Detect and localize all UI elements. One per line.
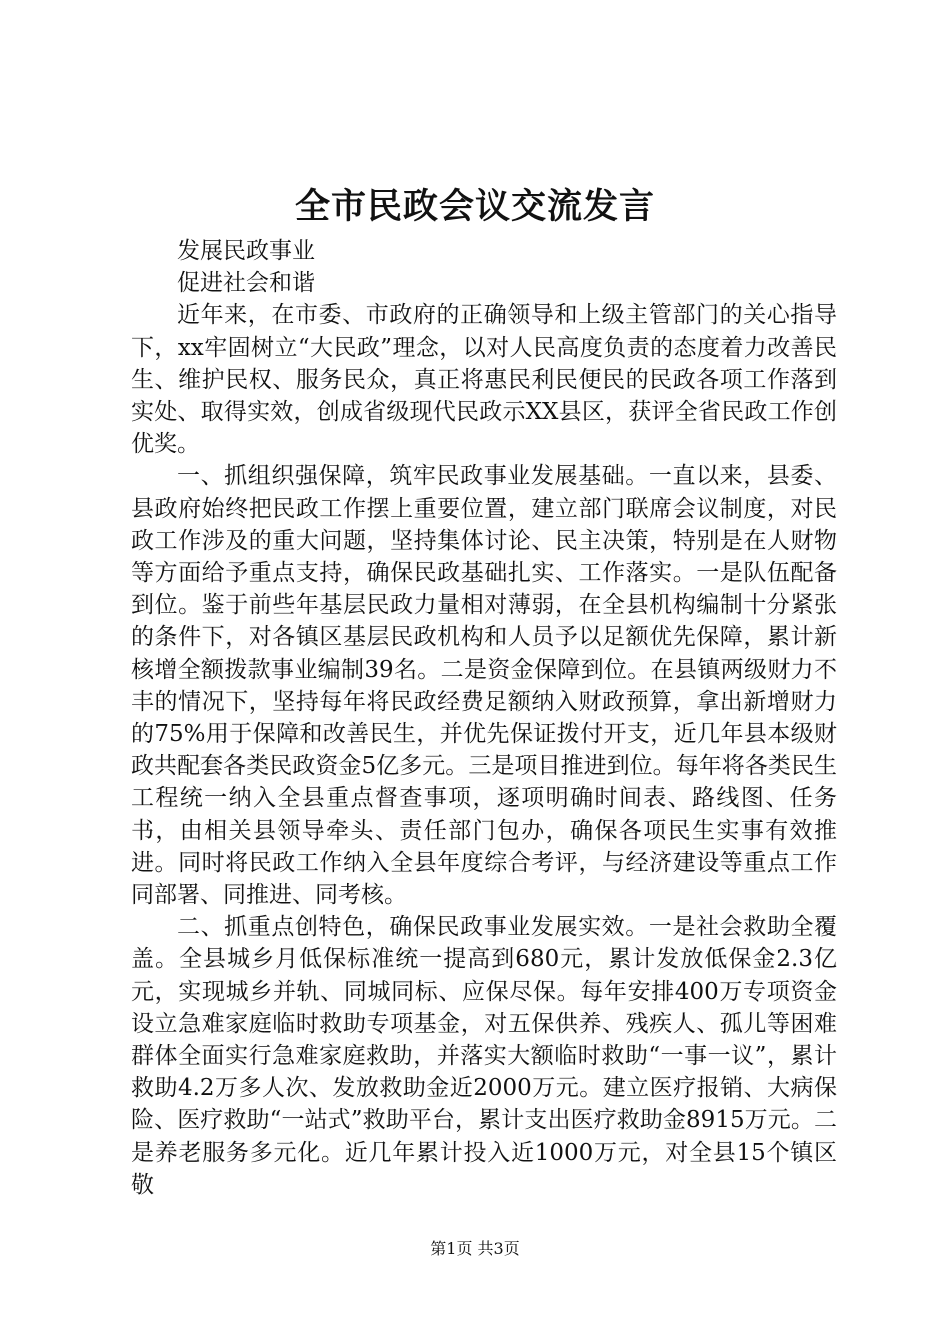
subtitle-line-2: 促进社会和谐 [177, 270, 315, 297]
page-number-footer: 第1页 共3页 [430, 1239, 520, 1258]
section-two-paragraph: 二、抓重点创特色，确保民政事业发展实效。一是社会救助全覆盖。全县城乡月低保标准统一提高到680元，累计发放低保金2.3亿元，实现城乡并轨、同城同标、应保尽保。每年安排400万专项资金设立急难家庭临时救助专项基金，对五保供养、残疾人、孤儿等困难群体全面实行急难家庭救助，并落实大额临时救助“一事一议”，累计救助4.2万多人次、发放救助金近2000万元。建立医疗报销、大病保险、医疗救助“一站式”救助平台，累计支出医疗救助金8915万元。二是养老服务多元化。近几年累计投入近1000万元，对全县15个镇区敬 [131, 914, 837, 1198]
document-body [131, 235, 837, 1201]
subtitle-line-1: 发展民政事业 [177, 238, 315, 264]
document-title: 全市民政会议交流发言 [294, 186, 655, 227]
section-one-paragraph: 一、抓组织强保障，筑牢民政事业发展基础。一直以来，县委、县政府始终把民政工作摆上重要位置，建立部门联席会议制度，对民政工作涉及的重大问题，坚持集体讨论、民主决策，特别是在人财物等方面给予重点支持，确保民政基础扎实、工作落实。一是队伍配备到位。鉴于前些年基层民政力量相对薄弱，在全县机构编制十分紧张的条件下，对各镇区基层民政机构和人员予以足额优先保障，累计新核增全额拨款事业编制39名。二是资金保障到位。在县镇两级财力不丰的情况下，坚持每年将民政经费足额纳入财政预算，拿出新增财力的75%用于保障和改善民生，并优先保证拨付开支，近几年县本级财政共配套各类民政资金5亿多元。三是项目推进到位。每年将各类民生工程统一纳入全县重点督查事项，逐项明确时间表、路线图、任务书，由相关县领导牵头、责任部门包办，确保各项民生实事有效推进。同时将民政工作纳入全县年度综合考评，与经济建设等重点工作同部署、同推进、同考核。 [131, 463, 837, 909]
intro-paragraph: 近年来，在市委、市政府的正确领导和上级主管部门的关心指导下，xx牢固树立“大民政”理念，以对人民高度负责的态度着力改善民生、维护民权、服务民众，真正将惠民利民便民的民政各项工作落到实处、取得实效，创成省级现代民政示XX县区，获评全省民政工作创优奖。 [131, 302, 837, 458]
